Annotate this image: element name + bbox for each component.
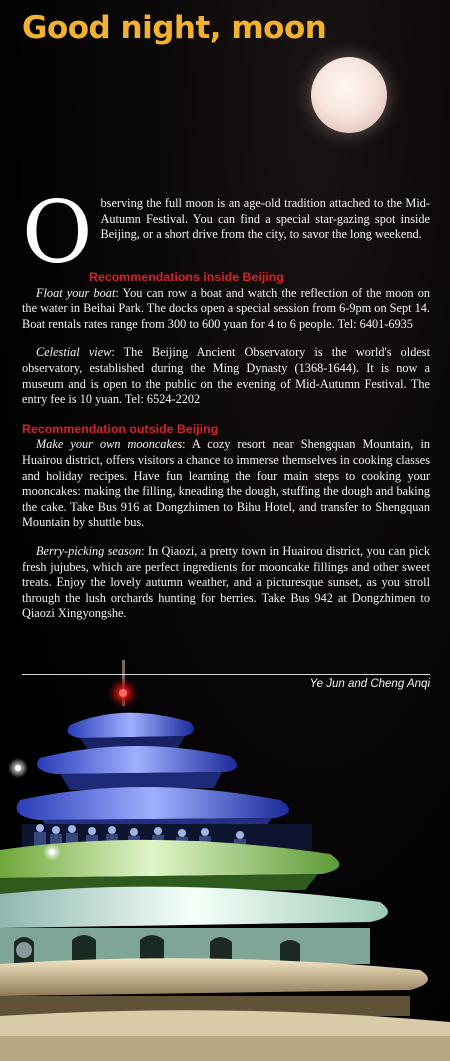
article-body: [22, 183, 431, 622]
byline-divider: [22, 674, 430, 675]
intro-paragraph: bserving the full moon is an age-old tradition attached to the Mid-Autumn Festival. You can find a special star-gazing spot inside Beijing, or a short drive from the city, to savor the long weekend.: [100, 196, 430, 242]
byline: Ye Jun and Cheng Anqi: [309, 678, 430, 690]
pagoda-night-photo: [0, 640, 450, 1061]
page-title: Good night, moon: [22, 10, 327, 46]
entry-lead: Berry-picking season: [36, 543, 142, 558]
entry-text: : You can row a boat and watch the reflection of the moon on the water in Beihai Park. The docks open a special session from 6-9pm on Sept 14. Boat rentals rates range from 300 to 600 yuan for 4 to 6 people. Tel: 6401-6935: [22, 285, 430, 331]
entry-float-your-boat: [22, 286, 430, 333]
entry-lead: Celestial view: [36, 345, 112, 360]
section-heading-inside-beijing: Recommendations inside Beijing: [89, 270, 284, 284]
entry-berry-picking-season: [22, 544, 430, 622]
section-heading-outside-beijing: Recommendation outside Beijing: [22, 421, 219, 436]
drop-cap: O: [22, 183, 93, 283]
entry-text: : The Beijing Ancient Observatory is the world's oldest observatory, established during the Ming Dynasty (1368-1644). It is now a museum and is open to the public on the evening of Mid-Autumn Festival. The entry fee is 10 yuan. Tel: 6524-2202: [22, 345, 430, 407]
full-moon-image: [311, 57, 387, 133]
entry-make-your-own-mooncakes: [22, 437, 430, 531]
entry-text: : A cozy resort near Shengquan Mountain, in Huairou district, offers visitors a chance to immerse themselves in cooking classes and holiday recipes. Have fun learning the four main steps to cooking your mooncakes: making the filling, kneading the dough, stuffing the dough and baking the cake. Take Bus 916 at Dongzhimen to Bihu Hotel, and transfer to Shengquan Mountain by shuttle bus.: [22, 437, 431, 530]
entry-lead: Make your own mooncakes: [36, 437, 183, 452]
entry-celestial-view: [22, 345, 430, 407]
entry-text: : In Qiaozi, a pretty town in Huairou district, you can pick fresh jujubes, which are perfect ingredients for mooncake fillings and other sweet treats. Enjoy the lovely autumn weather, and a picturesque sunset, as you stroll through the lush orchards hunting for berries. Take Bus 942 at Dongzhimen to Qiaozi Xingyongshe.: [22, 543, 430, 621]
entry-lead: Float your boat: [36, 285, 116, 300]
